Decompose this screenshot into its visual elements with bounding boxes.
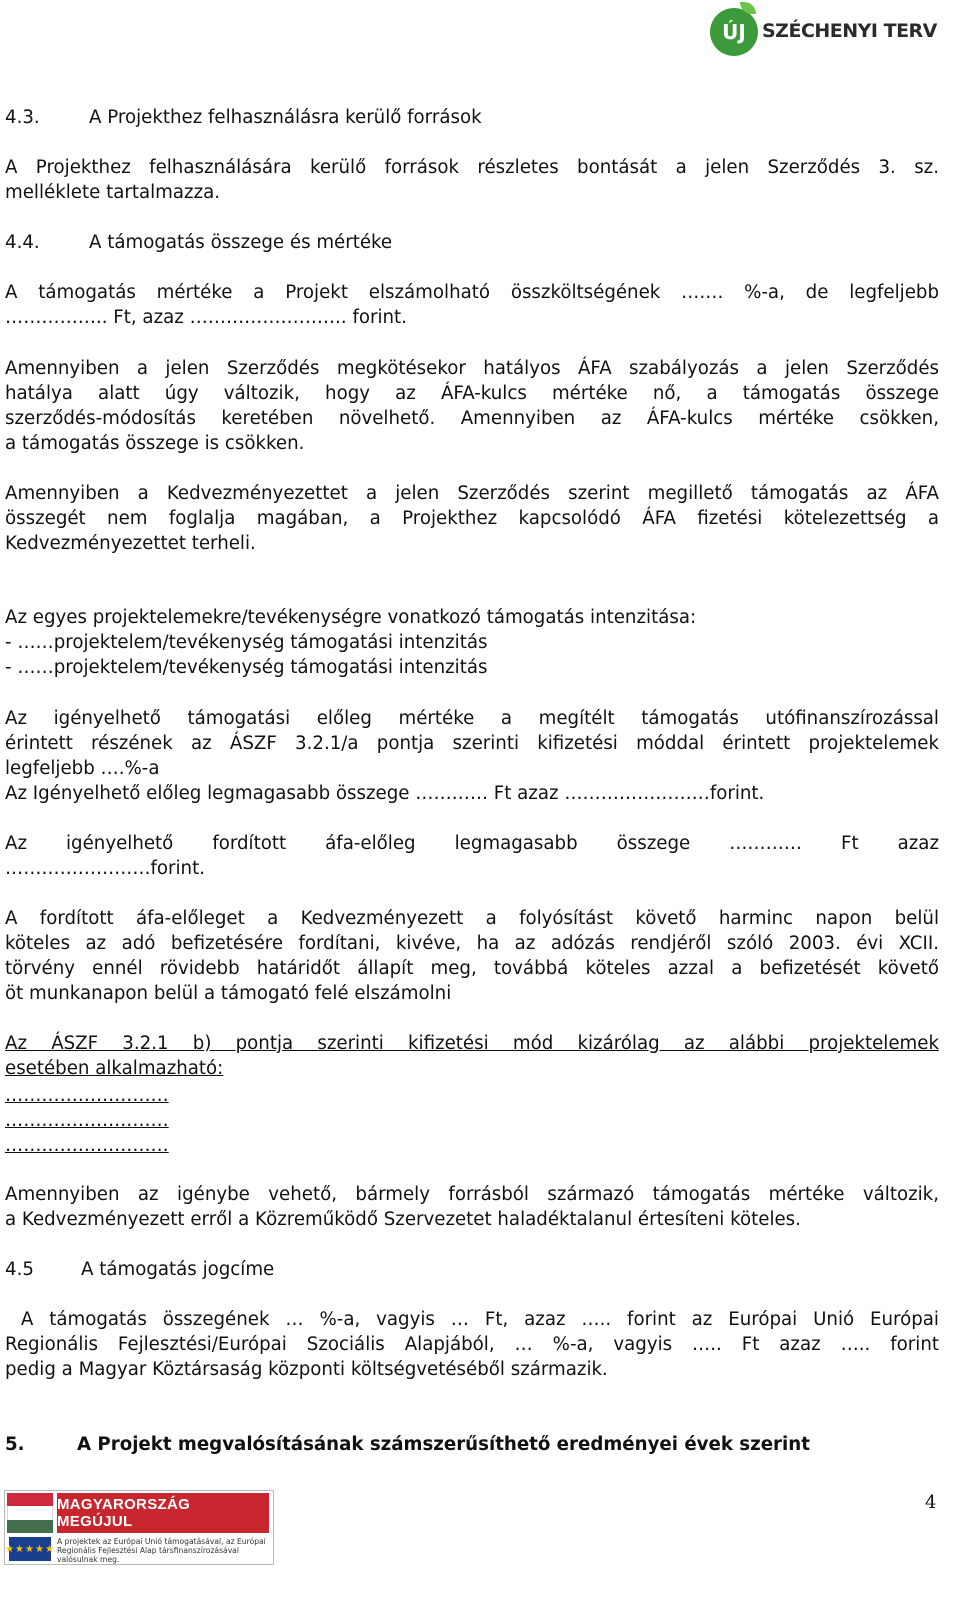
text-line: legfeljebb ….%-a <box>5 758 160 779</box>
text-line: törvény ennél rövidebb határidőt állapít meg, továbbá köteles azzal a befizetését követő <box>5 958 939 979</box>
section-title: A Projekthez felhasználásra kerülő források <box>89 107 482 128</box>
text-line: pedig a Magyar Köztársaság központi költségvetéséből származik. <box>5 1359 608 1380</box>
text-line: ……………………forint. <box>5 858 206 879</box>
section-number: 5. <box>5 1434 25 1455</box>
section-title: A Projekt megvalósításának számszerűsíthető eredményei évek szerint <box>77 1434 810 1455</box>
caption-line: Regionális Fejlesztési Alap társfinanszírozásával valósulnak meg. <box>57 1546 239 1564</box>
text-line: Amennyiben az igénybe vehető, bármely forrásból származó támogatás mértéke változik, <box>5 1184 939 1205</box>
text-line: hatálya alatt úgy változik, hogy az ÁFA-kulcs mértéke nő, a támogatás összege <box>5 383 939 404</box>
eu-flag-icon: ★★★★★ <box>9 1537 51 1561</box>
section-4-4-heading <box>5 230 939 255</box>
section-4-5-heading <box>5 1257 939 1282</box>
text-line: Az egyes projektelemekre/tevékenységre vonatkozó támogatás intenzitása: <box>5 607 697 628</box>
text-line: szerződés-módosítás keretében növelhető. Amennyiben az ÁFA-kulcs mértéke csökken, <box>5 408 939 429</box>
section-4-3-heading <box>5 105 939 130</box>
section-5-heading <box>5 1432 939 1457</box>
vat-change-paragraph <box>5 356 939 456</box>
uj-logo-mark: ÚJ <box>710 8 758 56</box>
magyarorszag-megujul-banner <box>4 1490 274 1565</box>
text-line: Amennyiben a Kedvezményezettet a jelen Szerződés szerint megillető támogatás az ÁFA <box>5 483 939 504</box>
text-line: Regionális Fejlesztési/Európai Szociális Alapjából, … %-a, vagyis ….. Ft azaz ….. forint <box>5 1334 939 1355</box>
intensity-paragraph <box>5 605 939 680</box>
text-line: Az igényelhető támogatási előleg mértéke a megítélt támogatás utófinanszírozással <box>5 708 939 729</box>
section-title: A támogatás jogcíme <box>81 1259 275 1280</box>
page-number: 4 <box>925 1492 937 1513</box>
payment-method-paragraph <box>5 1031 939 1081</box>
szechenyi-terv-logo <box>710 6 942 68</box>
text-line: A fordított áfa-előleget a Kedvezményezett a folyósítást követő harminc napon belül <box>5 908 939 929</box>
text-line: a Kedvezményezett erről a Közreműködő Szervezetet haladéktalanul értesíteni köteles. <box>5 1209 801 1230</box>
text-line: A támogatás összegének … %-a, vagyis … Ft, azaz ….. forint az Európai Unió Európai <box>5 1309 939 1330</box>
text-line: melléklete tartalmazza. <box>5 182 221 203</box>
list-item: - ……projektelem/tevékenység támogatási intenzitás <box>5 632 488 653</box>
text-line: …………….. Ft, azaz …………………….. forint. <box>5 307 407 328</box>
text-line: A Projekthez felhasználására kerülő források részletes bontását a jelen Szerződés 3. sz. <box>5 157 939 178</box>
text-line: Az ÁSZF 3.2.1 b) pontja szerinti kifizetési mód kizárólag az alábbi projektelemek <box>5 1033 939 1054</box>
text-line: érintett részének az ÁSZF 3.2.1/a pontja szerinti kifizetési móddal érintett projektelemek <box>5 733 939 754</box>
text-line: köteles az adó befizetésére fordítani, kivéve, ha az adózás rendjéről szóló 2003. évi XCII. <box>5 933 939 954</box>
text-line: öt munkanapon belül a támogató felé elszámolni <box>5 983 452 1004</box>
section-title: A támogatás összege és mértéke <box>89 232 393 253</box>
hungarian-flag-icon <box>7 1493 53 1533</box>
section-4-3-paragraph <box>5 155 939 205</box>
reverse-vat-advance-paragraph <box>5 831 939 881</box>
text-line: Kedvezményezettet terheli. <box>5 533 256 554</box>
text-line: esetében alkalmazható: <box>5 1058 224 1079</box>
text-line: Az igényelhető fordított áfa-előleg legmagasabb összege ………… Ft azaz <box>5 833 939 854</box>
legal-basis-paragraph <box>5 1307 939 1382</box>
vat-burden-paragraph <box>5 481 939 556</box>
placeholder-list <box>5 1083 939 1158</box>
section-number: 4.3. <box>5 107 40 128</box>
banner-title: MAGYARORSZÁG MEGÚJUL <box>57 1493 269 1533</box>
text-line: Amennyiben a jelen Szerződés megkötésekor hatályos ÁFA szabályozás a jelen Szerződés <box>5 358 939 379</box>
section-number: 4.5 <box>5 1259 34 1280</box>
reverse-vat-settlement-paragraph <box>5 906 939 1006</box>
caption-line: A projektek az Európai Unió támogatásával, az Európai <box>57 1537 266 1546</box>
support-rate-paragraph <box>5 280 939 330</box>
text-line: Az Igényelhető előleg legmagasabb összege ………… Ft azaz ……………………forint. <box>5 783 765 804</box>
logo-text: SZÉCHENYI TERV <box>762 20 937 42</box>
list-item: - ……projektelem/tevékenység támogatási intenzitás <box>5 657 488 678</box>
banner-caption <box>57 1537 271 1564</box>
placeholder-line: ……………………… <box>5 1135 169 1156</box>
notification-paragraph <box>5 1182 939 1232</box>
text-line: A támogatás mértéke a Projekt elszámolható összköltségének ……. %-a, de legfeljebb <box>5 282 939 303</box>
text-line: a támogatás összege is csökken. <box>5 433 305 454</box>
section-number: 4.4. <box>5 232 40 253</box>
placeholder-line: ……………………… <box>5 1110 169 1131</box>
advance-paragraph <box>5 706 939 806</box>
text-line: összegét nem foglalja magában, a Projekthez kapcsolódó ÁFA fizetési kötelezettség a <box>5 508 939 529</box>
placeholder-line: ……………………… <box>5 1085 169 1106</box>
